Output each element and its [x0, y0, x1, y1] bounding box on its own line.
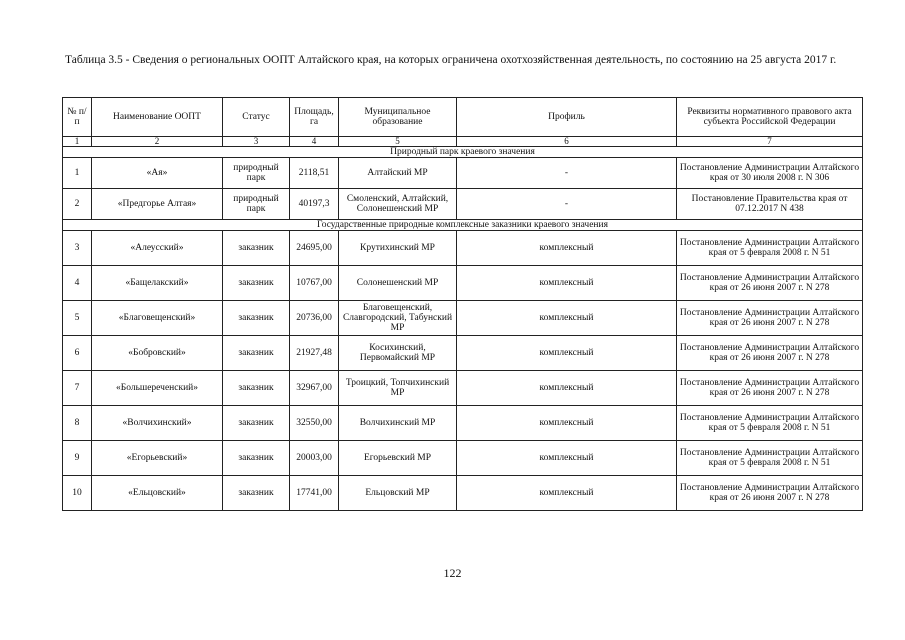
header-cell-act: Реквизиты нормативного правового акта субъекта Российской Федерации [677, 98, 863, 137]
legal-act-cell: Постановление Администрации Алтайского края от 5 февраля 2008 г. N 51 [677, 231, 863, 266]
municipality-cell: Ельцовский МР [339, 476, 457, 511]
area-value: 20003,00 [290, 441, 339, 476]
area-value: 24695,00 [290, 231, 339, 266]
area-name: «Предгорье Алтая» [92, 189, 223, 220]
area-value: 2118,51 [290, 158, 339, 189]
profile-cell: - [457, 189, 677, 220]
table-row [63, 231, 863, 266]
legal-act-cell: Постановление Администрации Алтайского края от 5 февраля 2008 г. N 51 [677, 441, 863, 476]
header-cell-municipality: Муниципальное образование [339, 98, 457, 137]
municipality-cell: Косихинский, Первомайский МР [339, 336, 457, 371]
area-value: 40197,3 [290, 189, 339, 220]
table-row [63, 301, 863, 336]
legal-act-cell: Постановление Администрации Алтайского края от 26 июня 2007 г. N 278 [677, 371, 863, 406]
row-number: 4 [63, 266, 92, 301]
legal-act-cell: Постановление Администрации Алтайского края от 26 июня 2007 г. N 278 [677, 476, 863, 511]
municipality-cell: Благовещенский, Славгородский, Табунский МР [339, 301, 457, 336]
area-name: «Волчихинский» [92, 406, 223, 441]
area-value: 10767,00 [290, 266, 339, 301]
header-cell-name: Наименование ООПТ [92, 98, 223, 137]
status-cell: заказник [223, 301, 290, 336]
area-value: 20736,00 [290, 301, 339, 336]
area-name: «Бобровский» [92, 336, 223, 371]
section-row [63, 220, 863, 231]
table-row [63, 371, 863, 406]
page-number: 122 [443, 566, 462, 580]
profile-cell: комплексный [457, 441, 677, 476]
municipality-cell: Алтайский МР [339, 158, 457, 189]
profile-cell: комплексный [457, 371, 677, 406]
row-number: 7 [63, 371, 92, 406]
municipality-cell: Смоленский, Алтайский, Солонешенский МР [339, 189, 457, 220]
header-cell-status: Статус [223, 98, 290, 137]
status-cell: природный парк [223, 158, 290, 189]
status-cell: заказник [223, 231, 290, 266]
legal-act-cell: Постановление Администрации Алтайского края от 26 июня 2007 г. N 278 [677, 301, 863, 336]
profile-cell: комплексный [457, 336, 677, 371]
status-cell: природный парк [223, 189, 290, 220]
status-cell: заказник [223, 336, 290, 371]
column-number: 5 [339, 137, 457, 147]
row-number: 1 [63, 158, 92, 189]
row-number: 8 [63, 406, 92, 441]
table-caption: Таблица 3.5 - Сведения о региональных ООПТ Алтайского края, на которых ограничена охотхозяйственная деятельность, по состоянию на 25 августа 2017 г. [65, 54, 837, 66]
protected-areas-table [62, 97, 863, 511]
legal-act-cell: Постановление Правительства края от 07.12.2017 N 438 [677, 189, 863, 220]
row-number: 5 [63, 301, 92, 336]
header-cell-area: Площадь, га [290, 98, 339, 137]
area-value: 17741,00 [290, 476, 339, 511]
column-number: 2 [92, 137, 223, 147]
header-cell-num: № п/п [63, 98, 92, 137]
status-cell: заказник [223, 441, 290, 476]
table-row [63, 441, 863, 476]
column-number: 7 [677, 137, 863, 147]
area-value: 32967,00 [290, 371, 339, 406]
section-title: Государственные природные комплексные заказники краевого значения [63, 220, 863, 231]
profile-cell: комплексный [457, 231, 677, 266]
row-number: 3 [63, 231, 92, 266]
area-name: «Благовещенский» [92, 301, 223, 336]
legal-act-cell: Постановление Администрации Алтайского края от 30 июля 2008 г. N 306 [677, 158, 863, 189]
table-row [63, 476, 863, 511]
column-number: 3 [223, 137, 290, 147]
row-number: 10 [63, 476, 92, 511]
area-name: «Бащелакский» [92, 266, 223, 301]
header-row [63, 98, 863, 137]
column-number: 6 [457, 137, 677, 147]
column-number: 1 [63, 137, 92, 147]
status-cell: заказник [223, 476, 290, 511]
profile-cell: - [457, 158, 677, 189]
column-numbers-row [63, 137, 863, 147]
area-value: 32550,00 [290, 406, 339, 441]
section-title: Природный парк краевого значения [63, 147, 863, 158]
profile-cell: комплексный [457, 476, 677, 511]
table-row [63, 158, 863, 189]
profile-cell: комплексный [457, 266, 677, 301]
area-name: «Ельцовский» [92, 476, 223, 511]
legal-act-cell: Постановление Администрации Алтайского края от 5 февраля 2008 г. N 51 [677, 406, 863, 441]
column-number: 4 [290, 137, 339, 147]
area-name: «Егорьевский» [92, 441, 223, 476]
section-row [63, 147, 863, 158]
municipality-cell: Крутихинский МР [339, 231, 457, 266]
status-cell: заказник [223, 371, 290, 406]
legal-act-cell: Постановление Администрации Алтайского края от 26 июня 2007 г. N 278 [677, 266, 863, 301]
legal-act-cell: Постановление Администрации Алтайского края от 26 июня 2007 г. N 278 [677, 336, 863, 371]
area-name: «Алеусский» [92, 231, 223, 266]
table-row [63, 189, 863, 220]
status-cell: заказник [223, 406, 290, 441]
row-number: 6 [63, 336, 92, 371]
header-cell-profile: Профиль [457, 98, 677, 137]
area-value: 21927,48 [290, 336, 339, 371]
table-row [63, 406, 863, 441]
municipality-cell: Солонешенский МР [339, 266, 457, 301]
municipality-cell: Егорьевский МР [339, 441, 457, 476]
area-name: «Большереченский» [92, 371, 223, 406]
table-row [63, 336, 863, 371]
municipality-cell: Волчихинский МР [339, 406, 457, 441]
status-cell: заказник [223, 266, 290, 301]
municipality-cell: Троицкий, Топчихинский МР [339, 371, 457, 406]
row-number: 2 [63, 189, 92, 220]
row-number: 9 [63, 441, 92, 476]
profile-cell: комплексный [457, 301, 677, 336]
area-name: «Ая» [92, 158, 223, 189]
profile-cell: комплексный [457, 406, 677, 441]
table-row [63, 266, 863, 301]
